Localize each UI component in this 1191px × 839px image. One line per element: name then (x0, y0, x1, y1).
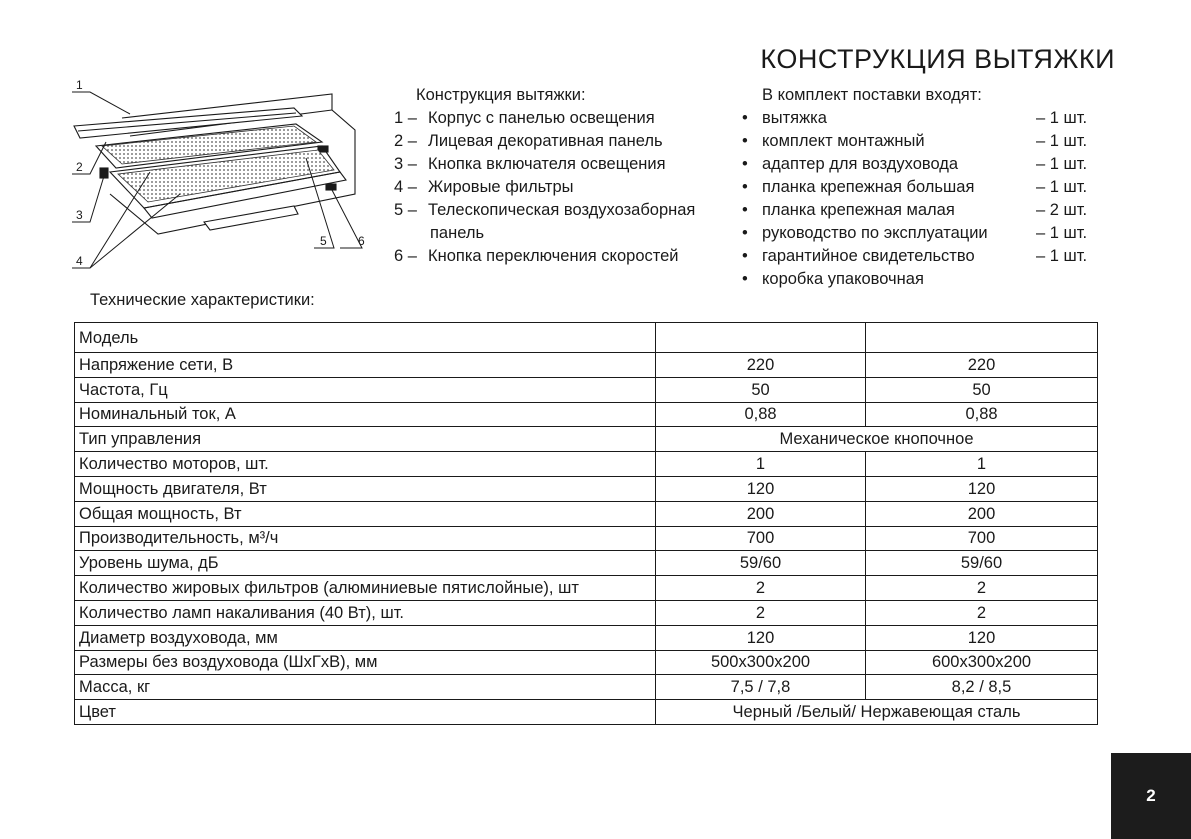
spec-value-1: 59/60 (656, 551, 866, 576)
bullet: • (742, 224, 748, 242)
package-item (742, 176, 1098, 199)
bullet: • (742, 247, 748, 265)
spec-label: Номинальный ток, А (75, 402, 656, 427)
package-list (742, 84, 1098, 291)
bullet: • (742, 178, 748, 196)
bullet: • (742, 109, 748, 127)
spec-value-1: 700 (656, 526, 866, 551)
spec-value-merged: Механическое кнопочное (656, 427, 1098, 452)
bullet: • (742, 201, 748, 219)
package-item (742, 130, 1098, 153)
spec-value-2: 120 (866, 476, 1098, 501)
callout-1: 1 (76, 78, 83, 92)
package-item (742, 199, 1098, 222)
package-item-name: вытяжка (762, 109, 827, 127)
spec-value-2: 59/60 (866, 551, 1098, 576)
bullet: • (742, 155, 748, 173)
construction-item (394, 130, 695, 153)
package-item-qty: – 1 шт. (1036, 178, 1088, 196)
spec-value-1: 120 (656, 476, 866, 501)
package-item-qty: – 1 шт. (1036, 247, 1088, 265)
construction-heading: Конструкция вытяжки: (416, 86, 586, 104)
construction-item-num: 1 – (394, 109, 417, 127)
construction-item-num: 2 – (394, 132, 417, 150)
table-row (75, 323, 1098, 353)
table-row (75, 476, 1098, 501)
spec-value-1: 50 (656, 377, 866, 402)
spec-value-2: 600x300x200 (866, 650, 1098, 675)
package-item-qty: – 1 шт. (1036, 224, 1088, 242)
package-item-qty: – 1 шт. (1036, 109, 1088, 127)
spec-label: Размеры без воздуховода (ШхГхВ), мм (75, 650, 656, 675)
construction-item-text: Телескопическая воздухозаборная (428, 201, 696, 219)
construction-item-num: 5 – (394, 201, 417, 219)
construction-item (394, 107, 695, 130)
spec-label: Напряжение сети, В (75, 353, 656, 378)
hood-diagram (70, 76, 390, 276)
package-item (742, 268, 1098, 291)
callout-6: 6 (358, 234, 365, 248)
spec-label: Производительность, м³/ч (75, 526, 656, 551)
package-item (742, 222, 1098, 245)
construction-item-text: Лицевая декоративная панель (428, 132, 663, 150)
spec-value-1: 2 (656, 600, 866, 625)
model-value-1 (656, 323, 866, 353)
package-item (742, 153, 1098, 176)
table-row (75, 501, 1098, 526)
construction-item-text: Кнопка переключения скоростей (428, 247, 679, 265)
package-item-qty: – 2 шт. (1036, 201, 1088, 219)
table-row (75, 675, 1098, 700)
construction-list (394, 84, 695, 268)
spec-value-2: 0,88 (866, 402, 1098, 427)
page-number: 2 (1111, 753, 1191, 839)
spec-label: Количество жировых фильтров (алюминиевые пятислойные), шт (75, 576, 656, 601)
spec-label: Диаметр воздуховода, мм (75, 625, 656, 650)
spec-label: Тип управления (75, 427, 656, 452)
spec-label: Количество моторов, шт. (75, 452, 656, 477)
spec-value-2: 50 (866, 377, 1098, 402)
spec-label: Масса, кг (75, 675, 656, 700)
spec-value-1: 7,5 / 7,8 (656, 675, 866, 700)
spec-value-1: 2 (656, 576, 866, 601)
construction-item-text: Кнопка включателя освещения (428, 155, 666, 173)
construction-item (394, 176, 695, 199)
package-item-name: руководство по эксплуатации (762, 224, 988, 242)
callout-4: 4 (76, 254, 83, 268)
construction-item-num: 3 – (394, 155, 417, 173)
spec-label: Частота, Гц (75, 377, 656, 402)
table-row (75, 353, 1098, 378)
model-value-2 (866, 323, 1098, 353)
table-row (75, 427, 1098, 452)
package-item-name: планка крепежная малая (762, 201, 955, 219)
spec-value-2: 700 (866, 526, 1098, 551)
spec-value-1: 120 (656, 625, 866, 650)
spec-value-merged: Черный /Белый/ Нержавеющая сталь (656, 700, 1098, 725)
specs-caption: Технические характеристики: (90, 291, 315, 309)
specs-table (74, 322, 1098, 725)
spec-value-2: 200 (866, 501, 1098, 526)
package-heading: В комплект поставки входят: (762, 86, 982, 104)
construction-item-text: Жировые фильтры (428, 178, 574, 196)
package-item-qty: – 1 шт. (1036, 155, 1088, 173)
spec-value-2: 8,2 / 8,5 (866, 675, 1098, 700)
construction-item-continuation: панель (430, 224, 485, 242)
table-row (75, 402, 1098, 427)
table-row (75, 377, 1098, 402)
table-row (75, 625, 1098, 650)
spec-value-1: 200 (656, 501, 866, 526)
package-item-name: комплект монтажный (762, 132, 925, 150)
spec-value-2: 1 (866, 452, 1098, 477)
callout-5: 5 (320, 234, 327, 248)
spec-label: Общая мощность, Вт (75, 501, 656, 526)
package-item-name: адаптер для воздуховода (762, 155, 959, 173)
table-row (75, 700, 1098, 725)
package-item-name: планка крепежная большая (762, 178, 975, 196)
package-item (742, 245, 1098, 268)
bullet: • (742, 132, 748, 150)
construction-item-text: Корпус с панелью освещения (428, 109, 655, 127)
spec-label: Цвет (75, 700, 656, 725)
callout-3: 3 (76, 208, 83, 222)
spec-label: Модель (75, 323, 656, 353)
spec-value-2: 2 (866, 600, 1098, 625)
bullet: • (742, 270, 748, 288)
construction-item (394, 199, 695, 222)
spec-label: Мощность двигателя, Вт (75, 476, 656, 501)
spec-value-1: 500x300x200 (656, 650, 866, 675)
spec-value-1: 1 (656, 452, 866, 477)
package-item (742, 107, 1098, 130)
spec-label: Уровень шума, дБ (75, 551, 656, 576)
spec-value-2: 2 (866, 576, 1098, 601)
construction-item-num: 6 – (394, 247, 417, 265)
spec-value-1: 220 (656, 353, 866, 378)
construction-item-num: 4 – (394, 178, 417, 196)
package-item-name: гарантийное свидетельство (762, 247, 975, 265)
table-row (75, 526, 1098, 551)
spec-value-1: 0,88 (656, 402, 866, 427)
construction-item (394, 245, 695, 268)
callout-2: 2 (76, 160, 83, 174)
spec-value-2: 220 (866, 353, 1098, 378)
table-row (75, 551, 1098, 576)
table-row (75, 452, 1098, 477)
table-row (75, 600, 1098, 625)
spec-value-2: 120 (866, 625, 1098, 650)
page-title: КОНСТРУКЦИЯ ВЫТЯЖКИ (760, 44, 1115, 74)
table-row (75, 576, 1098, 601)
package-item-name: коробка упаковочная (762, 270, 924, 288)
table-row (75, 650, 1098, 675)
construction-item (394, 153, 695, 176)
spec-label: Количество ламп накаливания (40 Вт), шт. (75, 600, 656, 625)
package-item-qty: – 1 шт. (1036, 132, 1088, 150)
